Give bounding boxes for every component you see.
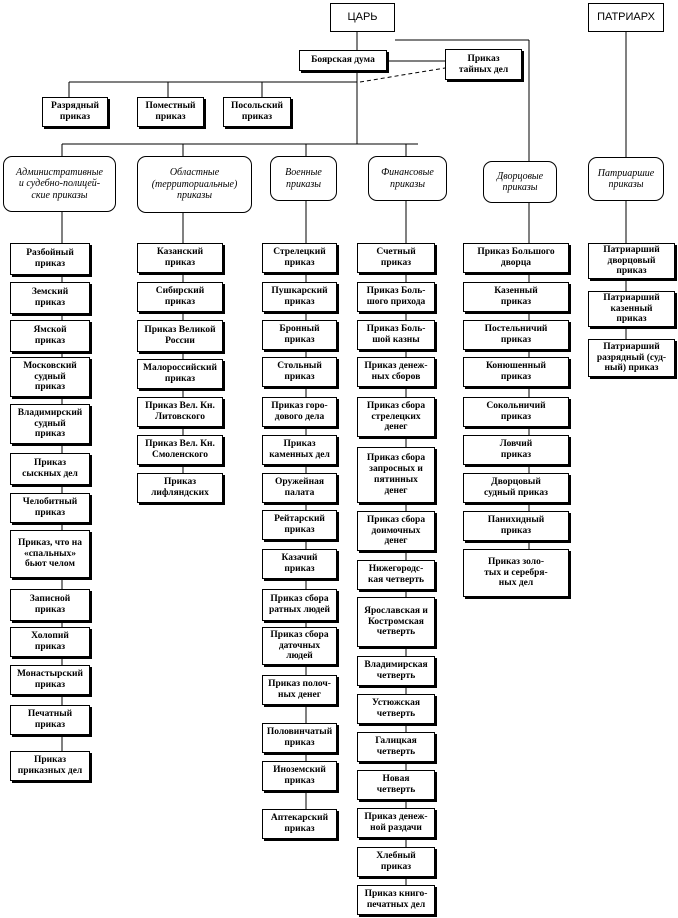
pomestny-prikaz: Поместный приказ xyxy=(137,97,204,127)
financial-prikaz-box: Приказ Боль- шого прихода xyxy=(357,282,435,312)
financial-prikaz-box: Приказ сбора доимочных денег xyxy=(357,511,435,551)
admin-prikaz-box: Приказ сыскных дел xyxy=(10,453,90,485)
palace-prikaz-box: Приказ Большого дворца xyxy=(463,243,569,273)
admin-prikaz-box: Земский приказ xyxy=(10,282,90,314)
regional-group-title: Областные (территориальные) приказы xyxy=(137,156,252,213)
military-prikaz-box: Оружейная палата xyxy=(262,473,337,503)
financial-prikaz-box: Хлебный приказ xyxy=(357,847,435,877)
financial-prikaz-box: Приказ сбора запросных и пятинных денег xyxy=(357,447,435,503)
admin-prikaz-box: Приказ приказных дел xyxy=(10,751,90,781)
financial-prikaz-box: Счетный приказ xyxy=(357,243,435,273)
financial-prikaz-box: Новая четверть xyxy=(357,770,435,800)
palace-prikaz-box: Конюшенный приказ xyxy=(463,357,569,387)
regional-prikaz-box: Приказ Вел. Кн. Смоленского xyxy=(137,435,223,465)
financial-prikaz-box: Приказ Боль- шой казны xyxy=(357,320,435,350)
military-prikaz-box: Пушкарский приказ xyxy=(262,282,337,312)
secret-prikaz-box: Приказ тайных дел xyxy=(445,49,522,80)
military-prikaz-box: Стрелецкий приказ xyxy=(262,243,337,273)
military-prikaz-box: Половинчатый приказ xyxy=(262,723,337,753)
military-prikaz-box: Аптекарский приказ xyxy=(262,809,337,839)
military-prikaz-box: Приказ сбора ратных людей xyxy=(262,589,337,621)
financial-prikaz-box: Нижегородс- кая четверть xyxy=(357,560,435,590)
military-prikaz-box: Приказ горо- дового дела xyxy=(262,397,337,427)
regional-prikaz-box: Приказ Великой России xyxy=(137,320,223,352)
financial-prikaz-box: Приказ книго- печатных дел xyxy=(357,885,435,915)
financial-prikaz-box: Галицкая четверть xyxy=(357,732,435,762)
financial-prikaz-box: Владимирская четверть xyxy=(357,656,435,686)
regional-prikaz-box: Приказ лифляндских xyxy=(137,473,223,503)
palace-prikaz-box: Постельничий приказ xyxy=(463,320,569,350)
patriarchal-prikaz-box: Патриарший разрядный (суд- ный) приказ xyxy=(588,339,675,377)
regional-prikaz-box: Малороссийский приказ xyxy=(137,359,223,389)
admin-group-title: Административные и судебно-полицей- ские приказы xyxy=(3,156,116,212)
palace-prikaz-box: Казенный приказ xyxy=(463,282,569,312)
razryadny-prikaz: Разрядный приказ xyxy=(42,97,108,127)
posolsky-prikaz: Посольский приказ xyxy=(223,97,291,127)
patriarchal-prikaz-box: Патриарший казенный приказ xyxy=(588,291,675,327)
financial-prikaz-box: Ярославская и Костромская четверть xyxy=(357,597,435,647)
admin-prikaz-box: Монастырский приказ xyxy=(10,665,90,695)
admin-prikaz-box: Московский судный приказ xyxy=(10,357,90,397)
admin-prikaz-box: Холопий приказ xyxy=(10,627,90,657)
financial-prikaz-box: Приказ сбора стрелецких денег xyxy=(357,397,435,437)
military-prikaz-box: Приказ полоч- ных денег xyxy=(262,675,337,705)
admin-prikaz-box: Челобитный приказ xyxy=(10,493,90,523)
palace-prikaz-box: Приказ золо- тых и серебря- ных дел xyxy=(463,549,569,597)
tsar-box: ЦАРЬ xyxy=(330,3,395,32)
admin-prikaz-box: Печатный приказ xyxy=(10,705,90,735)
palace-prikaz-box: Дворцовый судный приказ xyxy=(463,473,569,503)
palace-prikaz-box: Ловчий приказ xyxy=(463,435,569,465)
military-prikaz-box: Приказ каменных дел xyxy=(262,435,337,465)
palace-prikaz-box: Сокольничий приказ xyxy=(463,397,569,427)
patriarchal-group-title: Патриаршие приказы xyxy=(588,157,664,201)
patriarch-box: ПАТРИАРХ xyxy=(588,3,664,32)
admin-prikaz-box: Приказ, что на «спальных» бьют челом xyxy=(10,530,90,578)
palace-group-title: Дворцовые приказы xyxy=(483,161,557,203)
admin-prikaz-box: Записной приказ xyxy=(10,589,90,621)
financial-prikaz-box: Устюжская четверть xyxy=(357,694,435,724)
boyar-duma-box: Боярская дума xyxy=(299,50,387,71)
patriarchal-prikaz-box: Патриарший дворцовый приказ xyxy=(588,243,675,279)
military-prikaz-box: Бронный приказ xyxy=(262,320,337,350)
military-prikaz-box: Стольный приказ xyxy=(262,357,337,387)
financial-prikaz-box: Приказ денеж- ной раздачи xyxy=(357,808,435,838)
military-prikaz-box: Приказ сбора даточных людей xyxy=(262,627,337,665)
admin-prikaz-box: Разбойный приказ xyxy=(10,243,90,275)
financial-prikaz-box: Приказ денеж- ных сборов xyxy=(357,357,435,387)
military-prikaz-box: Казачий приказ xyxy=(262,549,337,579)
admin-prikaz-box: Владимирский судный приказ xyxy=(10,404,90,444)
palace-prikaz-box: Панихидный приказ xyxy=(463,511,569,541)
military-prikaz-box: Иноземский приказ xyxy=(262,761,337,791)
financial-group-title: Финансовые приказы xyxy=(368,156,447,201)
admin-prikaz-box: Ямской приказ xyxy=(10,320,90,352)
military-group-title: Военные приказы xyxy=(270,156,337,201)
regional-prikaz-box: Сибирский приказ xyxy=(137,282,223,312)
regional-prikaz-box: Приказ Вел. Кн. Литовского xyxy=(137,397,223,427)
military-prikaz-box: Рейтарский приказ xyxy=(262,510,337,540)
regional-prikaz-box: Казанский приказ xyxy=(137,243,223,273)
